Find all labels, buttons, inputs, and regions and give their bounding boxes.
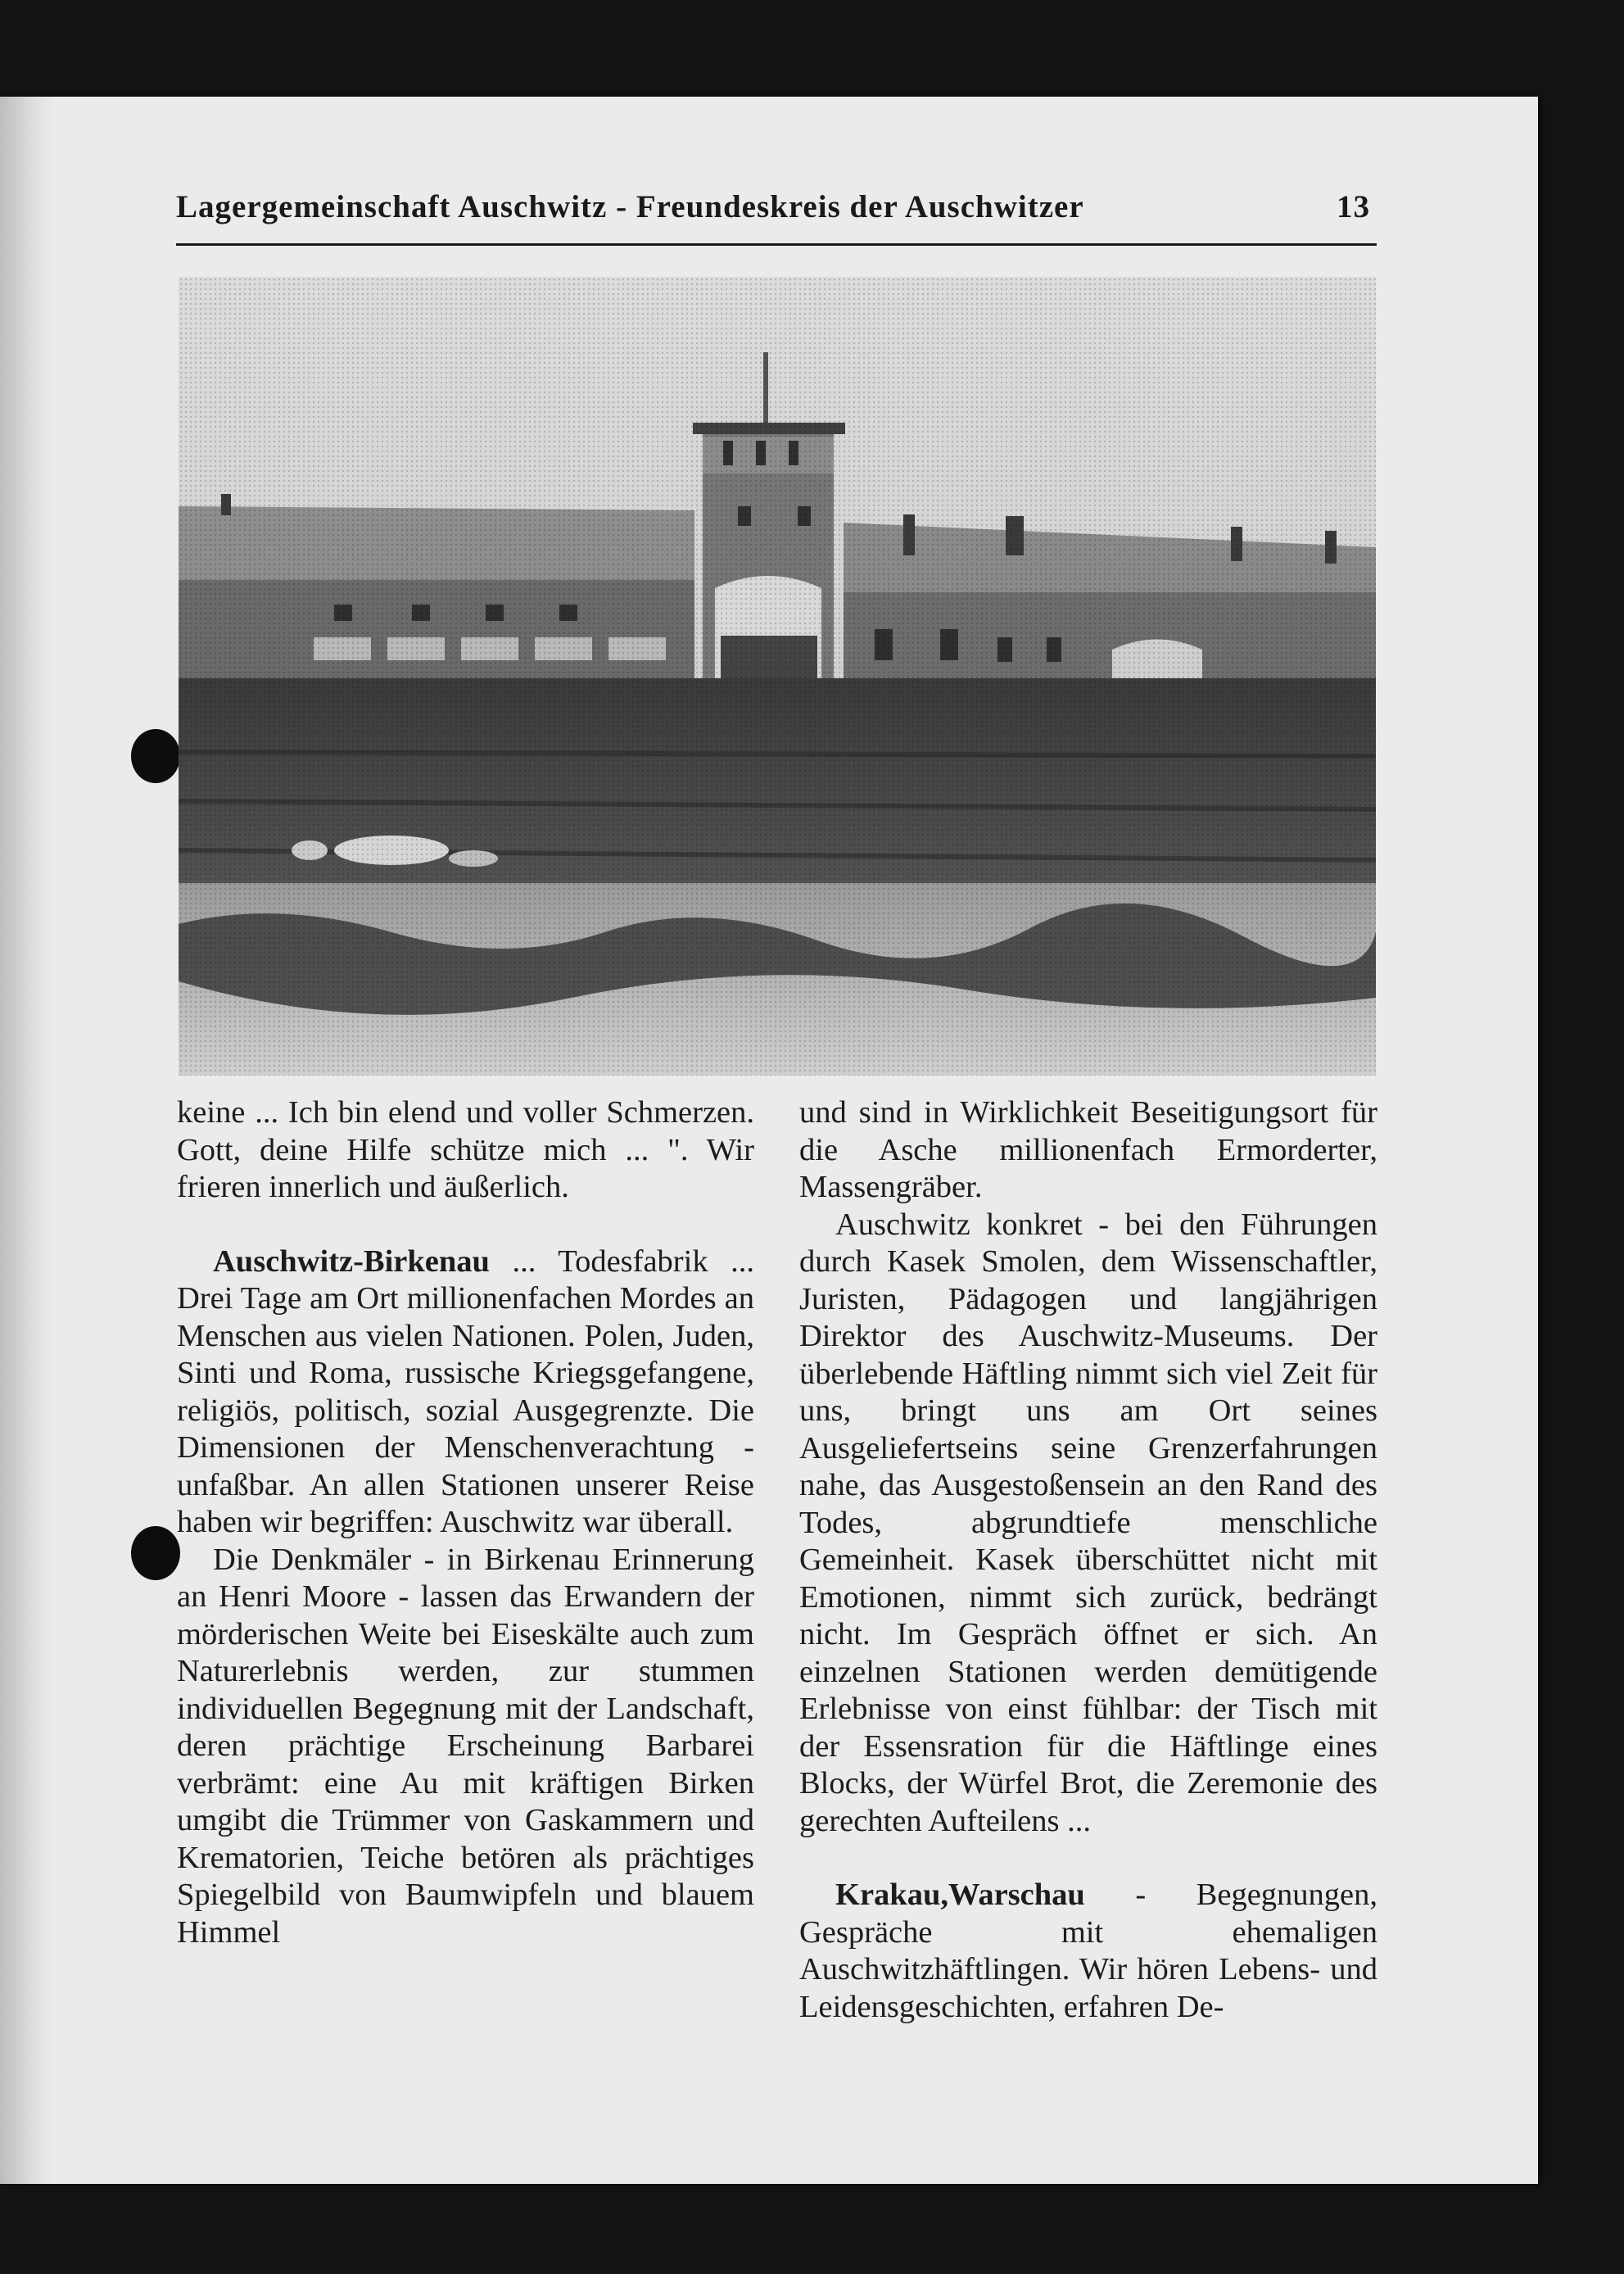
paragraph: und sind in Wirklichkeit Beseitigungsort für die Asche millionenfach Ermorderter, Massengräber. bbox=[799, 1095, 1377, 1204]
page-edge bbox=[0, 97, 54, 2184]
paragraph: Die Denkmäler - in Birkenau Erinnerung an Henri Moore - lassen das Erwandern der mörderischen Weite bei Eiseskälte auch zum Naturerlebnis werden, zur stummen individuellen Begegnung mit der Landschaft, deren prächtige Erscheinung Barbarei verbrämt: eine Au mit kräftigen Birken umgibt die Trümmer von Gaskammern und Krematorien, Teiche betören als prächtiges Spiegelbild von Baumwipfeln und blauem Himmel bbox=[177, 1542, 754, 1950]
header-title: Lagergemeinschaft Auschwitz - Freundeskreis der Auschwitzer bbox=[176, 189, 1084, 224]
header-rule bbox=[176, 243, 1377, 246]
punch-hole bbox=[131, 1526, 180, 1580]
page-number: 13 bbox=[1337, 189, 1370, 224]
paragraph bbox=[177, 1243, 754, 1542]
left-column bbox=[177, 1094, 754, 1951]
paragraph: Auschwitz konkret - bei den Führungen durch Kasek Smolen, dem Wissenschaftler, Juristen, Pädagogen und langjährigen Direktor des Auschwitz-Museums. Der überlebende Häftling nimmt sich viel Zeit für uns, bringt uns am Ort seines Ausgeliefertseins seine Grenzerfahrungen nahe, das Ausgestoßensein an den Rand des Todes, abgrundtiefe menschliche Gemeinheit. Kasek überschüttet nicht mit Emotionen, nimmt sich zurück, bedrängt nicht. Im Gespräch öffnet er sich. An einzelnen Stationen werden demütigende Erlebnisse von einst fühlbar: der Tisch mit der Essensration für die Häftlinge eines Blocks, der Würfel Brot, die Zeremonie des gerechten Aufteilens ... bbox=[799, 1207, 1377, 1838]
paragraph: keine ... Ich bin elend und voller Schmerzen. Gott, deine Hilfe schütze mich ... ". Wir frieren innerlich und äußerlich. bbox=[177, 1095, 754, 1204]
paragraph-text: ... Todesfabrik ... Drei Tage am Ort millionenfachen Mordes an Menschen aus vielen Nationen. Polen, Juden, Sinti und Roma, russische Kriegsgefangene, religiös, politisch, sozial Ausgegrenzte. Die Dimensionen der Menschenverachtung - unfaßbar. An allen Stationen unserer Reise haben wir begriffen: Auschwitz war überall. bbox=[177, 1243, 754, 1539]
camp-gate-photo-icon bbox=[179, 277, 1376, 1076]
section-heading: Krakau,Warschau bbox=[835, 1878, 1085, 1912]
punch-hole bbox=[131, 729, 180, 783]
section-heading: Auschwitz-Birkenau bbox=[213, 1243, 490, 1279]
paragraph bbox=[799, 1877, 1377, 2026]
right-column bbox=[799, 1094, 1377, 2026]
paragraph-text: - Begegnungen, Gespräche mit ehemaligen Auschwitzhäftlingen. Wir hören Lebens- und Leidensgeschichten, erfahren De- bbox=[799, 1878, 1377, 2024]
running-header bbox=[176, 188, 1377, 225]
